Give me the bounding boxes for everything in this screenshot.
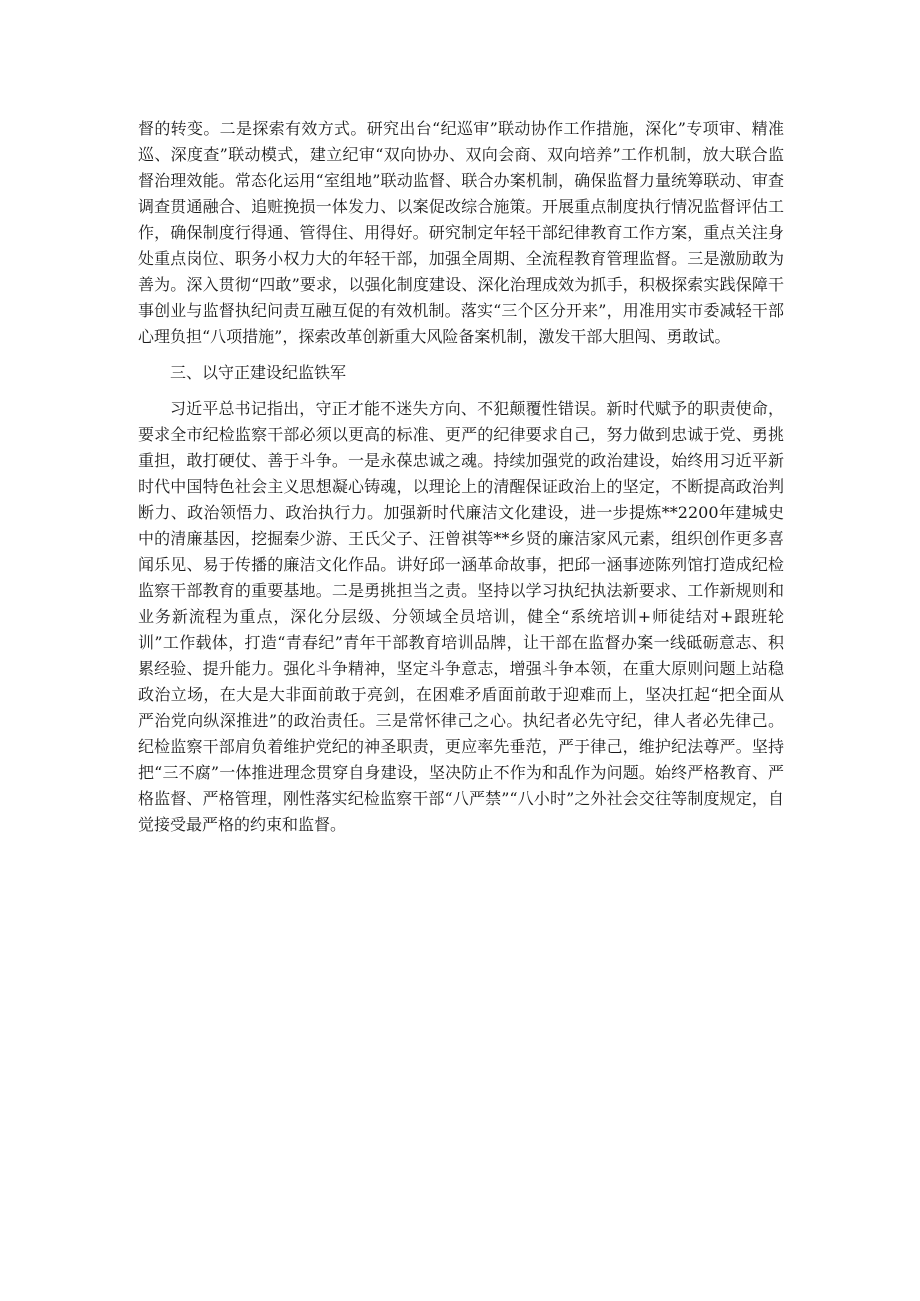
section-heading: 三、以守正建设纪监铁军: [170, 363, 347, 382]
document-page: [138, 116, 784, 838]
paragraph-continuation: 督的转变。二是探索有效方式。研究出台“纪巡审”联动协作工作措施，深化”专项审、精准巡、深度查”联动模式，建立纪审“双向协办、双向会商、双向培养”工作机制，放大联合监督治理效能。常态化运用“室组地”联动监督、联合办案机制，确保监督力量统筹联动、审查调查贯通融合、追赃挽损一体发力、以案促改综合施策。开展重点制度执行情况监督评估工作，确保制度行得通、管得住、用得好。研究制定年轻干部纪律教育工作方案，重点关注身处重点岗位、职务小权力大的年轻干部，加强全周期、全流程教育管理监督。三是激励敢为善为。深入贯彻“四敢”要求，以强化制度建设、深化治理成效为抓手，积极探索实践保障干事创业与监督执纪问责互融互促的有效机制。落实“三个区分开来”，用准用实市委减轻干部心理负担“八项措施”，探索改革创新重大风险备案机制，激发干部大胆闯、勇敢试。: [138, 119, 784, 346]
paragraph-body: 习近平总书记指出，守正才能不迷失方向、不犯颠覆性错误。新时代赋予的职责使命，要求全市纪检监察干部必须以更高的标准、更严的纪律要求自己，努力做到忠诚于党、勇挑重担，敢打硬仗、善于斗争。一是永葆忠诚之魂。持续加强党的政治建设，始终用习近平新时代中国特色社会主义思想凝心铸魂，以理论上的清醒保证政治上的坚定，不断提高政治判断力、政治领悟力、政治执行力。加强新时代廉洁文化建设，进一步提炼**2200年建城史中的清廉基因，挖掘秦少游、王氏父子、汪曾祺等**乡贤的廉洁家风元素，组织创作更多喜闻乐见、易于传播的廉洁文化作品。讲好邱一涵革命故事，把邱一涵事迹陈列馆打造成纪检监察干部教育的重要基地。二是勇挑担当之责。坚持以学习执纪执法新要求、工作新规则和业务新流程为重点，深化分层级、分领域全员培训，健全“系统培训+师徒结对+跟班轮训”工作载体，打造“青春纪”青年干部教育培训品牌，让干部在监督办案一线砥砺意志、积累经验、提升能力。强化斗争精神，坚定斗争意志，增强斗争本领，在重大原则问题上站稳政治立场，在大是大非面前敢于亮剑，在困难矛盾面前敢于迎难而上，坚决扛起“把全面从严治党向纵深推进”的政治责任。三是常怀律己之心。执纪者必先守纪，律人者必先律己。纪检监察干部肩负着维护党纪的神圣职责，更应率先垂范，严于律己，维护纪法尊严。坚持把“三不腐”一体推进理念贯穿自身建设，坚决防止不作为和乱作为问题。始终严格教育、严格监督、严格管理，刚性落实纪检监察干部“八严禁”“八小时”之外社会交往等制度规定，自觉接受最严格的约束和监督。: [138, 399, 784, 834]
